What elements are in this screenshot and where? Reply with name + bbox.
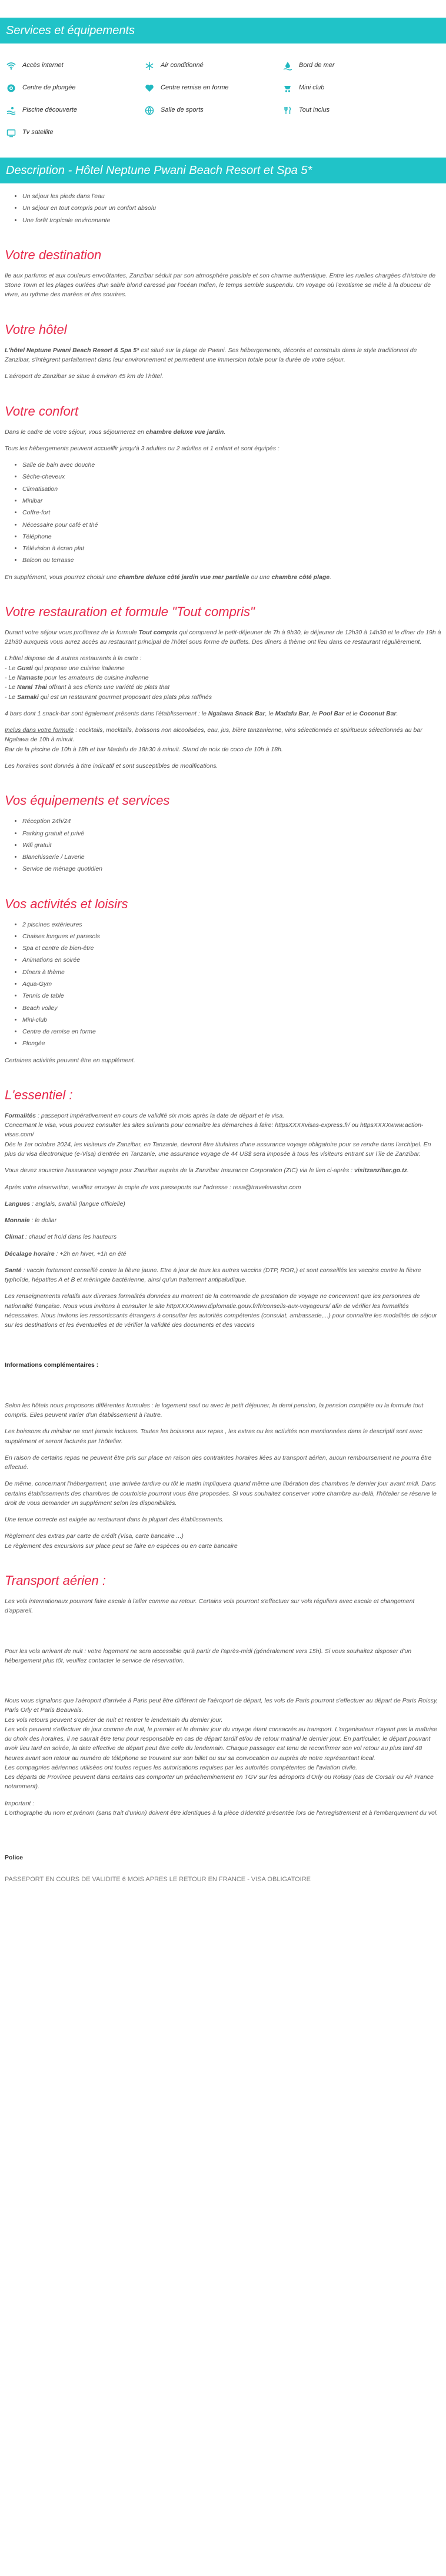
health-text — [5, 1266, 441, 1285]
amenity-label: Piscine découverte — [22, 106, 77, 114]
amenities-grid — [0, 44, 446, 141]
currency-text — [5, 1216, 441, 1225]
list-item: • Aqua-Gym — [22, 979, 441, 989]
extras-payment: Règlement des extras par carte de crédit (Visa, carte bancaire ...) — [5, 1533, 184, 1540]
restaurant-name: Samaki — [17, 693, 39, 701]
insurance-link-text — [5, 1166, 441, 1175]
list-item: • Un séjour les pieds dans l'eau — [22, 192, 441, 201]
formalities-info: Les renseignements relatifs aux diverses formalités données au moment de la commande de prestation de voyage ne concernent que les personnes de nationalité française. Nous vous invitons à consulter le site httpXXXXwww.diplomatie.gouv.fr/fr/conseils-aux-voyageurs/ afin de vérifier les formalités nécessaires. Nous invitons les ressortissants étrangers à consulter les autorités compétentes (consulat, ambassade,...) pour connaître les modalités de séjour sur les destinations et les éventuelles et de vérifier la validité des documents et des vaccins — [5, 1293, 437, 1329]
currency-label: Monnaie — [5, 1217, 30, 1225]
upgrade-room-1: chambre deluxe côté jardin vue mer partielle — [118, 573, 249, 581]
list-item: • Salle de bain avec douche — [22, 460, 441, 470]
confort-upgrade — [5, 573, 441, 582]
bars-pre: 4 bars dont 1 snack-bar sont également présents dans l'établissement : le — [5, 710, 208, 717]
transport-heading: Transport aérien : — [5, 1573, 106, 1588]
upgrade-mid: ou une — [249, 573, 272, 581]
description-banner: Description - Hôtel Neptune Pwani Beach Resort et Spa 5* — [0, 158, 446, 183]
restaurant-line — [5, 694, 212, 701]
complementaires-p5: Une tenue correcte est exigée au restaurant dans la plupart des établissements. — [5, 1516, 224, 1524]
bar-name: Ngalawa Snack Bar — [208, 710, 265, 717]
restaurant-line — [5, 674, 149, 681]
climate-label: Climat — [5, 1233, 24, 1241]
fitness-icon — [144, 83, 155, 93]
transport-return-note: Les vols retours peuvent s'opérer de nuit et rentrer le lendemain du dernier jour. — [5, 1716, 223, 1724]
services-banner: Services et équipements — [0, 18, 446, 44]
insurance-info: Dès le 1er octobre 2024, les visiteurs de Zanzibar, en Tanzanie, devront être titulaires d'une assurance voyage obligatoire pour se rendre dans l'archipel. En plus du visa électronique (e-Visa) d'entrée en Tanzanie, une assurance voyage de 44 US$ sera imposée à tous les visiteurs entrant sur l'île de Zanzibar. — [5, 1140, 431, 1157]
spacer — [5, 1672, 441, 1696]
destination-text: Ile aux parfums et aux couleurs envoûtantes, Zanzibar séduit par son atmosphère paisible et son charme authentique. Entre les ruelles chargées d'histoire de Stone Town et les plages ourlées d'un sable blond caressé par l'océan Indien, le temps semble suspendu. Un voyage où l'exotisme se mêle à la douceur de vivre, au rythme des marées et des sourires. — [5, 272, 436, 299]
transport-schedule-note: Les vols peuvent s'effectuer de jour comme de nuit, le premier et le dernier jour du voyage étant consacrés au transport. L'organisateur n'ayant pas la maîtrise du choix des horaires, il ne saurait être tenu pour responsable en cas de départ tardif et/ou de retour matinal le dernier jour. En particulier, le départ pouvant avoir lieu tard en soirée, la date effective de départ peut être celle du lendemain. Chaque passager est tenu de reconfirmer son vol retour au plus tard 48 heures avant son retour au numéro de téléphone se trouvant sur son billet ou sur sa convocation ou auprès de notre représentant local. — [5, 1725, 437, 1762]
list-item: • Une forêt tropicale environnante — [22, 216, 441, 225]
activities-list — [5, 920, 441, 1049]
restaurants-block — [5, 654, 441, 701]
languages-text — [5, 1199, 441, 1209]
confort-text — [5, 427, 441, 437]
bar-name: Pool Bar — [318, 710, 344, 717]
hotel-name: L'hôtel Neptune Pwani Beach Resort & Spa 5* — [5, 346, 139, 354]
formalites-label: Formalités — [5, 1112, 36, 1119]
languages-value: : anglais, swahili (langue officielle) — [30, 1200, 125, 1207]
amenity-label: Centre de plongée — [22, 84, 76, 92]
room-type: chambre deluxe vue jardin — [145, 428, 224, 436]
list-item: • Centre de remise en forme — [22, 1027, 441, 1036]
spacer — [5, 1337, 441, 1360]
gym-icon — [144, 105, 155, 116]
amenity-tv — [6, 125, 118, 141]
included-rest: : cocktails, mocktails, boissons non alcoolisées, eau, jus, bière tanzanienne, vins sélectionnés et spiritueux sélectionnés au bar Ngalawa de 10h à minuit. — [5, 727, 422, 744]
restaurant-name: Namaste — [17, 674, 43, 682]
upgrade-post: . — [329, 573, 332, 581]
transport-important — [5, 1799, 441, 1818]
amenity-gym — [144, 102, 256, 119]
climate-text — [5, 1232, 441, 1242]
list-item: • 2 piscines extérieures — [22, 920, 441, 929]
hotel-text-rest: est situé sur la plage de Pwani. Ses hébergements, décorés et construits dans le style traditionnel de Zanzibar, s'intègrent parfaitement dans leur environnement et permettent une immersion totale pour la durée de votre séjour. — [5, 346, 417, 364]
restaurant-prefix: - Le — [5, 693, 18, 701]
essentiel-heading: L'essentiel : — [5, 1087, 73, 1102]
insurance-pre: Vous devez souscrire l'assurance voyage pour Zanzibar auprès de la Zanzibar Insurance Corporation (ZIC) via le lien ci-après : — [5, 1167, 354, 1175]
bars-post: . — [396, 710, 398, 717]
restaurant-prefix: - Le — [5, 684, 18, 691]
destination-heading: Votre destination — [5, 247, 102, 262]
activities-note: Certaines activités peuvent être en supplément. — [5, 1056, 135, 1064]
complementaires-extras — [5, 1531, 441, 1551]
diving-icon — [6, 83, 16, 93]
bars-sep: , le — [308, 710, 319, 717]
amenity-pool — [6, 102, 118, 119]
complementaires-p1: Selon les hôtels nous proposons différentes formules : le logement seul ou avec le petit déjeuner, la demi pension, la pension complète ou la formule tout compris. Elles peuvent varier d'un établissement à l'autre. — [5, 1401, 424, 1419]
restaurant-line — [5, 665, 125, 672]
amenity-label: Tout inclus — [299, 106, 330, 114]
currency-value: : le dollar — [29, 1217, 57, 1225]
list-item: • Dîners à thème — [22, 968, 441, 977]
air-conditioner-icon — [144, 61, 155, 71]
restauration-heading: Votre restauration et formule "Tout compris" — [5, 604, 255, 619]
list-item: • Chaises longues et parasols — [22, 932, 441, 941]
restaurant-name: Naral Thai — [17, 684, 47, 691]
amenity-label: Mini club — [299, 84, 325, 92]
complementaires-p2: Les boissons du minibar ne sont jamais incluses. Toutes les boissons aux repas , les extras ou les activités non mentionnées dans le descriptif sont avec supplément et seront facturés par l'hôtelier. — [5, 1428, 422, 1445]
police-text: PASSEPORT EN COURS DE VALIDITE 6 MOIS APRES LE RETOUR EN FRANCE - VISA OBLIGATOIRE — [5, 1875, 311, 1883]
kids-club-icon — [282, 83, 293, 93]
climate-value: : chaud et froid dans les hauteurs — [24, 1233, 117, 1241]
amenity-label: Bord de mer — [299, 62, 335, 69]
bars-sep: , le — [265, 710, 275, 717]
transport-p3 — [5, 1696, 441, 1792]
visa-info: Concernant le visa, vous pouvez consulter les sites suivants pour connaître les démarches à faire: httpsXXXXvisas-express.fr/ ou httpsXXXXwww.action-visas.com/ — [5, 1122, 424, 1139]
health-value: : vaccin fortement conseillé contre la fièvre jaune. Etre à jour de tous les autres vaccins (DTP, ROR,) et sont conseillés les vaccins contre la fièvre typhoïde, hépatites A et B et méningite bactérienne, ainsi qu'un traitement antipaludique. — [5, 1266, 421, 1284]
bars-sep: et le — [344, 710, 360, 717]
passport-copy-text: Après votre réservation, veuillez envoyer la copie de vos passeports sur l'adresse : resa@travelevasion.com — [5, 1183, 301, 1191]
restaurant-desc: pour les amateurs de cuisine indienne — [42, 674, 149, 682]
equipements-heading: Vos équipements et services — [5, 793, 170, 808]
bar-name: Madafu Bar — [275, 710, 309, 717]
insurance-post: . — [407, 1167, 409, 1175]
transport-province-note: Les départs de Province peuvent dans certains cas comporter un préacheminement en TGV sur les aéroports d'Orly ou Roissy (cas de Corsair ou Air France notamment). — [5, 1774, 434, 1791]
list-item: • Beach volley — [22, 1003, 441, 1013]
restaurant-name: Gusti — [17, 664, 33, 672]
list-item: • Animations en soirée — [22, 955, 441, 965]
amenity-label: Accès internet — [22, 62, 64, 69]
list-item: • Tennis de table — [22, 991, 441, 1001]
list-item: • Télévision à écran plat — [22, 544, 441, 553]
restaurant-desc: qui est un restaurant gourmet proposant des plats plus raffinés — [38, 693, 212, 701]
formalites-text — [5, 1111, 441, 1159]
complementaires-p3: En raison de certains repas ne peuvent être pris sur place en raison des contraintes horaires liées au transport aérien, aucun remboursement ne pourra être effectué. — [5, 1454, 432, 1471]
bars-text — [5, 709, 441, 718]
timezone-label: Décalage horaire — [5, 1250, 55, 1257]
health-label: Santé — [5, 1266, 22, 1274]
complementaires-p4: De même, concernant l'hébergement, une arrivée tardive ou tôt le matin impliquera quand même une libération des chambres le dernier jour avant midi. Dans certains établissements des chambres de courtoisie pourront vous être proposées. Si vous souhaitez conserver votre chambre au-delà, l'hôtelier se réserve le droit de vous demander un supplément selon les disponibilités. — [5, 1480, 437, 1507]
formula-name: Tout compris — [138, 628, 178, 636]
insurance-site: visitzanzibar.go.tz — [354, 1167, 407, 1175]
restaurants-intro: L'hôtel dispose de 4 autres restaurants à la carte : — [5, 655, 142, 663]
transport-airport-note: Nous vous signalons que l'aéroport d'arrivée à Paris peut être différent de l'aéroport de départ, les vols de Paris pourront s'effectuer au départ de Paris Roissy, Paris Orly et Paris Beauvais. — [5, 1697, 438, 1714]
wifi-icon — [6, 61, 16, 71]
amenity-label: Tv satellite — [22, 129, 54, 136]
resto-pre: Durant votre séjour vous profiterez de la formule — [5, 628, 139, 636]
list-item: • Wifi gratuit — [22, 841, 441, 850]
room-equipment-list — [5, 460, 441, 565]
included-label: Inclus dans votre formule — [5, 727, 74, 734]
restaurant-prefix: - Le — [5, 664, 18, 672]
restaurant-line — [5, 684, 169, 691]
spacer — [5, 1623, 441, 1647]
restaurant-desc: qui propose une cuisine italienne — [32, 664, 125, 672]
timezone-value: : +2h en hiver, +1h en été — [54, 1250, 127, 1257]
upgrade-pre: En supplément, vous pourrez choisir une — [5, 573, 119, 581]
hours-note: Les horaires sont donnés à titre indicatif et sont susceptibles de modifications. — [5, 762, 218, 770]
languages-label: Langues — [5, 1200, 31, 1207]
resto-post: qui comprend le petit-déjeuner de 7h à 9h30, le déjeuner de 12h30 à 14h30 et le dîner de 19h à 21h30 auxquels vous aurez accès au restaurant principal de l'hôtel sous forme de buffets. Des dîners à thème ont lieu dans ce restaurant régulièrement. — [5, 628, 441, 646]
transport-p1: Les vols internationaux pourront faire escale à l'aller comme au retour. Certains vols pourront s'effectuer sur vols réguliers avec escale et changement d'appareil. — [5, 1598, 415, 1615]
activites-heading: Vos activités et loisirs — [5, 896, 128, 911]
services-list — [5, 817, 441, 874]
spacer — [5, 1377, 441, 1401]
amenity-diving — [6, 80, 118, 96]
bar-name: Coconut Bar — [359, 710, 397, 717]
transport-p2: Pour les vols arrivant de nuit : votre logement ne sera accessible qu'à partir de l'après-midi (généralement vers 15h). Si vous souhaitez disposer d'un hébergement plus tôt, veuillez contacter le service de réservation. — [5, 1647, 412, 1664]
amenity-internet — [6, 58, 118, 74]
restauration-text — [5, 628, 441, 647]
confort-post: . — [224, 428, 226, 436]
list-item: • Coffre-fort — [22, 508, 441, 517]
waves-icon — [282, 61, 293, 71]
tv-icon — [6, 128, 16, 138]
included-text — [5, 725, 441, 754]
transport-airlines-note: Les compagnies aériennes utilisées ont toutes reçues les autorisations requises par les autorités compétentes de l'aviation civile. — [5, 1764, 358, 1771]
list-item: • Nécessaire pour café et thé — [22, 520, 441, 530]
list-item: • Climatisation — [22, 484, 441, 494]
amenity-label: Air conditionné — [161, 62, 204, 69]
list-item: • Spa et centre de bien-être — [22, 944, 441, 953]
police-heading: Police — [5, 1854, 23, 1862]
amenity-all-inclusive — [282, 102, 394, 119]
important-text: L'orthographe du nom et prénom (sans trait d'union) doivent être identiques à la pièce d'identité présentée lors de l'enregistrement et à l'embarquement du vol. — [5, 1809, 438, 1816]
list-item: • Mini-club — [22, 1015, 441, 1025]
included-hours: Bar de la piscine de 10h à 18h et bar Madafu de 18h30 à minuit. Stand de noix de coco de 10h à 18h. — [5, 745, 283, 753]
list-item: • Parking gratuit et privé — [22, 829, 441, 838]
amenity-seaside — [282, 58, 394, 74]
content — [0, 192, 446, 1885]
amenity-air-conditioning — [144, 58, 256, 74]
confort-heading: Votre confort — [5, 403, 79, 419]
hotel-airport: L'aéroport de Zanzibar se situe à environ 45 km de l'hôtel. — [5, 373, 164, 380]
description-bullets — [5, 192, 441, 225]
amenity-label: Centre remise en forme — [161, 84, 229, 92]
list-item: • Service de ménage quotidien — [22, 864, 441, 874]
hotel-heading: Votre hôtel — [5, 322, 67, 337]
excursions-payment: Le règlement des excursions sur place peut se faire en espèces ou en carte bancaire — [5, 1542, 238, 1550]
amenity-fitness — [144, 80, 256, 96]
list-item: • Minibar — [22, 496, 441, 506]
list-item: • Sèche-cheveux — [22, 472, 441, 481]
hotel-text — [5, 346, 441, 365]
list-item: • Téléphone — [22, 532, 441, 541]
amenity-label: Salle de sports — [161, 106, 204, 114]
confort-capacity: Tous les hébergements peuvent accueillir jusqu'à 3 adultes ou 2 adultes et 1 enfant et sont équipés : — [5, 444, 279, 452]
list-item: • Réception 24h/24 — [22, 817, 441, 826]
list-item: • Un séjour en tout compris pour un confort absolu — [22, 203, 441, 213]
upgrade-room-2: chambre côté plage — [271, 573, 330, 581]
list-item: • Balcon ou terrasse — [22, 556, 441, 565]
list-item: • Blanchisserie / Laverie — [22, 852, 441, 862]
restaurant-prefix: - Le — [5, 674, 18, 682]
amenity-kids-club — [282, 80, 394, 96]
timezone-text — [5, 1249, 441, 1259]
confort-pre: Dans le cadre de votre séjour, vous séjournerez en — [5, 428, 146, 436]
all-inclusive-icon — [282, 105, 293, 116]
formalites-rest: : passeport impérativement en cours de validité six mois après la date de départ et le visa. — [36, 1112, 285, 1119]
complementaires-heading: Informations complémentaires : — [5, 1361, 99, 1369]
important-label: Important : — [5, 1799, 35, 1807]
restaurant-desc: offrant à ses clients une variété de plats thaï — [46, 684, 170, 691]
list-item: • Plongée — [22, 1039, 441, 1048]
pool-icon — [6, 105, 16, 116]
